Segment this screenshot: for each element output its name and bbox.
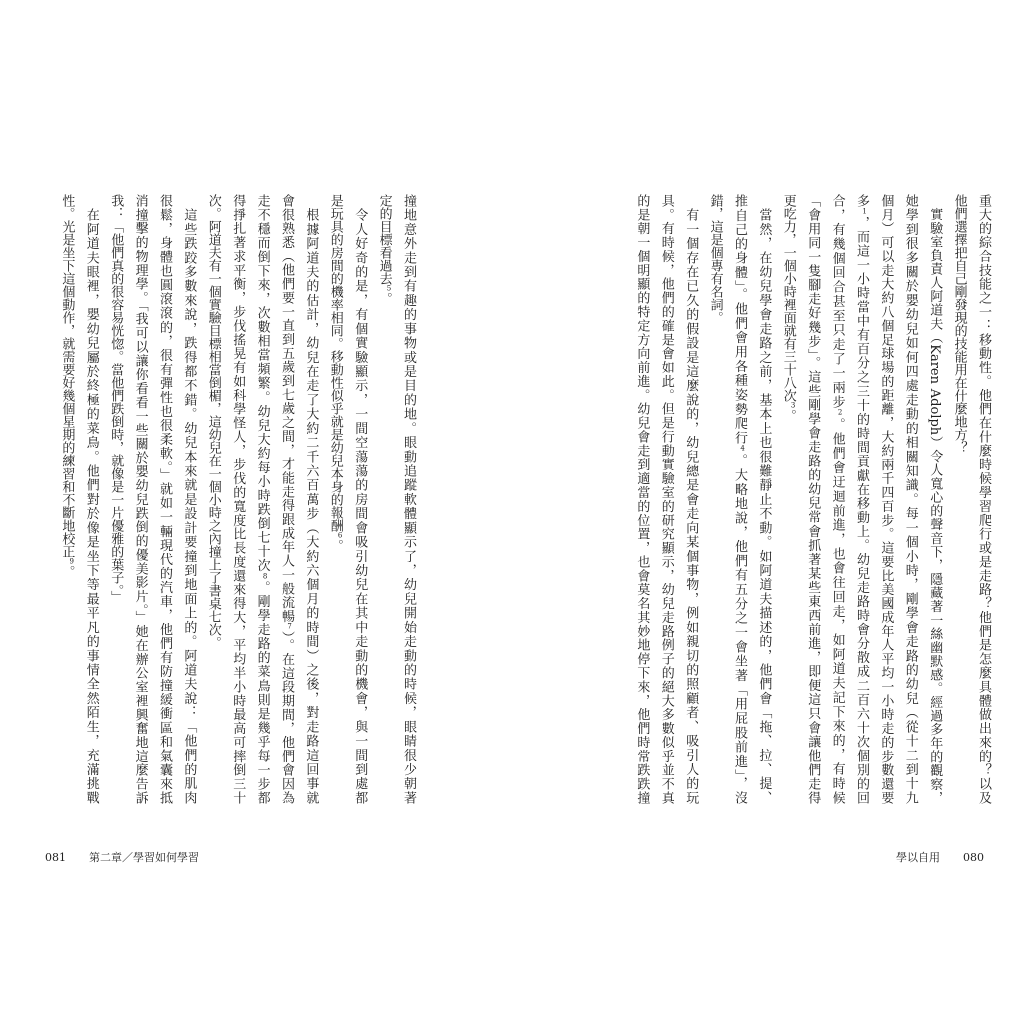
- text-column: [705, 194, 725, 804]
- column-text: 次。阿道夫有一個實驗目標相當倒楣，這幼兒在一個小時之內撞上了書桌七次。: [205, 194, 221, 649]
- column-text: 具。有時候，他們的確是會如此。但是行動實驗室的研究顯示，幼兒走路例子的絕大多數似乎並不真: [658, 194, 674, 804]
- text-column: [827, 194, 847, 804]
- text-column: [680, 194, 700, 804]
- column-text: ，而這一小時當中有百分之三十的時間貢獻在移動上。幼兒走路時會分散成二百六十次個別的回: [854, 216, 869, 805]
- running-head: 學以自用: [896, 851, 940, 864]
- text-column: [349, 194, 369, 804]
- column-text: 得掙扎著求平衡，步伐搖晃有如科學怪人，步伐的寬度比長度還來得大，平均半小時最高可摔倒三十: [230, 194, 246, 804]
- text-column: [81, 194, 101, 804]
- text-column: [729, 194, 749, 804]
- text-column: [154, 194, 174, 804]
- column-text: 在阿道夫眼裡，嬰幼兒屬於終極的菜鳥。他們對於像是坐下等最平凡的事情全然陌生，充滿挑戰: [83, 194, 99, 804]
- column-text: 。剛學走路的菜鳥則是幾乎每一步都: [254, 580, 270, 805]
- footnote-marker: 5: [386, 285, 392, 292]
- text-column: [105, 194, 125, 804]
- text-column: [753, 194, 773, 804]
- text-column: [875, 194, 895, 804]
- column-text: 更吃力，一個小時裡面就有三十八次: [780, 194, 796, 402]
- footnote-marker: 2: [837, 409, 843, 417]
- text-column: [851, 194, 871, 804]
- column-text: 性。光是坐下這個動作，就需要好幾個星期的練習和不斷地校正: [59, 194, 75, 558]
- column-text: 。大略地說，他們有五分之一會坐著「用屁股前進」，沒: [732, 453, 747, 805]
- column-text: 個月）可以走大約八個足球場的距離，大約兩千四百步。這要比美國成年人平均一小時走的步數還要: [878, 194, 894, 804]
- footnote-marker: 4: [740, 445, 745, 453]
- column-text: 。: [376, 292, 392, 305]
- column-text: 。他們會迂迴前進，也會往回走，如阿道夫記下來的，有時候: [829, 417, 845, 804]
- text-column: [374, 194, 394, 804]
- text-column: [973, 194, 993, 804]
- column-text: 他們選擇把自己剛發現的技能用在什麼地方？: [951, 194, 967, 454]
- footnote-marker: 6: [337, 532, 343, 539]
- footnote-marker: 9: [69, 558, 74, 565]
- text-column: [300, 194, 320, 804]
- running-head: 第二章／學習如何學習: [89, 851, 199, 864]
- column-text: 推自己的身體」。他們會用各種姿勢爬行: [732, 194, 747, 446]
- column-text: 會很熟悉（他們要一直到五歲到七歲之間，才能走得跟成年人一般流暢: [279, 194, 294, 624]
- text-column: [178, 194, 198, 804]
- footnote-marker: 1: [862, 208, 867, 216]
- column-text: 多: [854, 194, 869, 209]
- text-column: [398, 194, 418, 804]
- text-column: [631, 194, 651, 804]
- column-text: 的是朝一個明顯的特定方向前進。幼兒會走到適當的位置，也會莫名其妙地停下來，他們時常跌跌撞: [634, 194, 650, 804]
- column-text: 撞地意外走到有趣的事物或是目的地。眼動追蹤軟體顯示了，幼兒開始走動的時候，眼睛很少朝著: [401, 194, 416, 804]
- column-text: 很鬆，身體也圓滾滾的，很有彈性也很柔軟。」就如一輛現代的汽車，他們有防撞緩衝區和氣囊來抵: [157, 194, 172, 804]
- text-column: [924, 194, 944, 804]
- footnote-marker: 3: [790, 402, 796, 409]
- column-text: 。: [780, 409, 796, 422]
- text-column: [949, 194, 969, 804]
- text-column: [276, 194, 296, 804]
- column-text: 。: [59, 565, 75, 578]
- column-text: 她學到很多關於嬰幼兒如何四處走動的相關知識。每一個小時，剛學會走路的幼兒（從十二到十九: [902, 194, 918, 804]
- column-text: 「會用同一隻腳走好幾步」。這些剛學會走路的幼兒常會抓著某些東西前進，即便這只會讓他們走得: [805, 194, 821, 804]
- text-column: [203, 194, 223, 804]
- text-column: [130, 194, 150, 804]
- column-text: 錯，這是個專有名詞。: [707, 194, 723, 324]
- page-number: 080: [963, 851, 984, 864]
- text-column: [56, 194, 76, 804]
- column-text: ）。在這段期間，他們會因為: [279, 631, 294, 804]
- column-text: 這些跌跤多數來說，跌得都不錯。幼兒本來就是設計要撞到地面上的。阿道夫說：「他們的肌肉: [181, 194, 197, 804]
- column-text: 有一個存在已久的假設是這麼說的，幼兒總是會走向某個事物，例如親切的照顧者、吸引人的玩: [683, 194, 699, 804]
- column-text: 實驗室負責人阿道夫（Karen Adolph）令人寬心的聲音下，隱藏著一絲幽默感。經過多年的觀察，: [927, 194, 943, 804]
- column-text: 走不穩而倒下來，次數相當頻繁。幼兒大約每小時跌倒七十次: [254, 194, 270, 573]
- text-column: [802, 194, 822, 804]
- text-column: [778, 194, 798, 804]
- column-text: 根據阿道夫的估計，幼兒在走了大約二千六百萬步（大約六個月的時間）之後，對走路這回事就: [303, 194, 319, 804]
- text-column: [325, 194, 345, 804]
- column-text: 令人好奇的是，有個實驗顯示，一間空蕩蕩的房間會吸引幼兒在其中走動的機會，與一間到處都: [352, 194, 368, 804]
- text-column: [900, 194, 920, 804]
- text-column: [227, 194, 247, 804]
- column-text: 我：「他們真的很容易恍惚。當他們跌倒時，就像是一片優雅的葉子。」: [108, 194, 124, 604]
- column-text: 合，有幾個回合甚至只走了一兩步: [829, 194, 845, 410]
- column-text: 是玩具的房間的機率相同。移動性似乎就是幼兒本身的報酬: [327, 194, 343, 532]
- column-text: 。: [327, 539, 343, 552]
- column-text: 消撞擊的物理學。「我可以讓你看看一些關於嬰幼兒跌倒的優美影片。」她在辦公室裡興奮地這麼告訴: [132, 194, 148, 804]
- text-column: [656, 194, 676, 804]
- column-text: 當然，在幼兒學會走路之前，基本上也很難靜止不動。如阿道夫描述的，他們會「拖、拉、提、: [756, 194, 772, 804]
- right-page: [512, 0, 1024, 1024]
- column-text: 重大的綜合技能之一：移動性。他們在什麼時候學習爬行或是走路？他們是怎麼具體做出來的？以及: [976, 194, 991, 804]
- footnote-marker: 7: [287, 623, 292, 631]
- page-number: 081: [45, 851, 66, 864]
- text-column: [252, 194, 272, 804]
- footnote-marker: 8: [262, 572, 268, 580]
- column-text: 定的目標看過去: [376, 194, 392, 285]
